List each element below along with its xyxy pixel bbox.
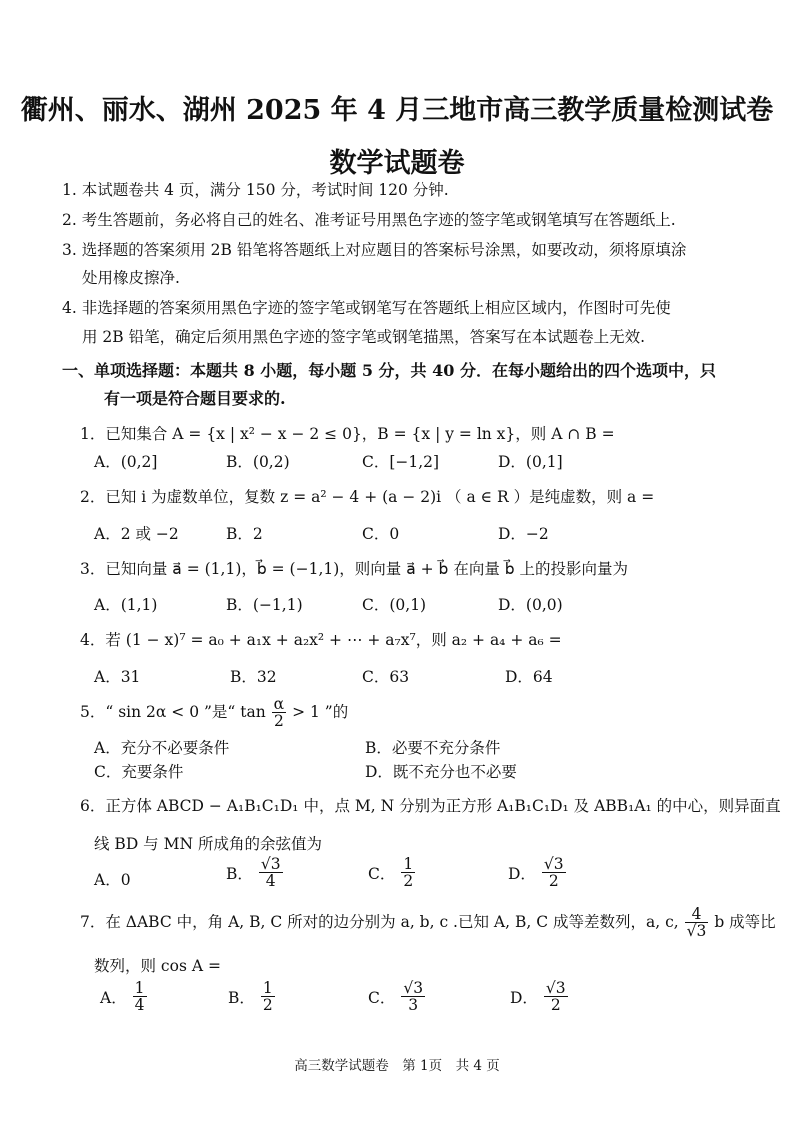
question-6-option-a: A．0: [94, 871, 131, 889]
question-2-option-c: C．0: [362, 525, 400, 543]
question-2-option-d: D．−2: [498, 525, 549, 543]
question-6-option-b: [226, 856, 284, 890]
question-7-option-c: [368, 980, 426, 1014]
question-7-fraction: [685, 906, 709, 940]
question-5-stem-end: > 1 ”的: [292, 702, 349, 721]
question-5-fraction: [272, 696, 286, 730]
option-label: C．: [368, 864, 396, 883]
note-3: 3. 选择题的答案须用 2B 铅笔将答题纸上对应题目的答案标号涂黑，如要改动，须将原填涂: [62, 241, 687, 259]
fraction-numerator: √3: [403, 979, 424, 997]
option-fraction: [401, 980, 425, 1014]
fraction-denominator: √3: [686, 922, 707, 941]
option-label: A．: [100, 988, 127, 1007]
question-7-stem-end: b 成等比: [714, 912, 776, 931]
fraction-denominator: 2: [550, 996, 561, 1015]
question-3-option-d: D．(0,0): [498, 596, 563, 614]
fraction-numerator: 1: [403, 855, 414, 873]
option-label: D．: [508, 864, 536, 883]
note-1: 1. 本试题卷共 4 页，满分 150 分，考试时间 120 分钟.: [62, 181, 449, 199]
option-label: B．: [228, 988, 255, 1007]
page-title: 衢州、丽水、湖州 2025 年 4 月三地市高三教学质量检测试卷: [20, 95, 774, 126]
fraction-denominator: 2: [262, 996, 273, 1015]
question-4-option-b: B．32: [230, 668, 277, 686]
fraction-numerator: √3: [545, 979, 566, 997]
question-5-stem-start: 5．“ sin 2α < 0 ”是“ tan: [80, 702, 266, 721]
question-5-option-a: A．充分不必要条件: [94, 739, 230, 757]
question-1-option-b: B．(0,2): [226, 453, 290, 471]
fraction-denominator: 2: [273, 712, 284, 731]
question-5-option-d: D．既不充分也不必要: [365, 763, 517, 781]
option-fraction: [259, 856, 283, 890]
option-fraction: [401, 856, 415, 890]
question-6-option-c: [368, 856, 416, 890]
question-7-stem-cont: 数列，则 cos A =: [94, 957, 221, 975]
question-4-option-d: D．64: [505, 668, 553, 686]
option-fraction: [261, 980, 275, 1014]
question-4-option-a: A．31: [94, 668, 141, 686]
fraction-numerator: √3: [260, 855, 281, 873]
option-fraction: [133, 980, 147, 1014]
fraction-denominator: 3: [408, 996, 419, 1015]
section-heading-cont: 有一项是符合题目要求的.: [104, 389, 286, 408]
fraction-denominator: 4: [265, 872, 276, 891]
question-7-option-d: [510, 980, 569, 1014]
fraction-denominator: 4: [134, 996, 145, 1015]
note-4: 4. 非选择题的答案须用黑色字迹的签字笔或钢笔写在答题纸上相应区域内，作图时可先使: [62, 299, 671, 317]
question-6-stem: 6．正方体 ABCD − A₁B₁C₁D₁ 中，点 M, N 分别为正方形 A₁B₁C₁D₁ 及 ABB₁A₁ 的中心，则异面直: [80, 797, 781, 815]
question-1-option-d: D．(0,1]: [498, 453, 563, 471]
option-fraction: [542, 856, 566, 890]
question-3-option-b: B．(−1,1): [226, 596, 303, 614]
question-5-option-b: B．必要不充分条件: [365, 739, 501, 757]
fraction-denominator: 2: [548, 872, 559, 891]
note-2: 2. 考生答题前，务必将自己的姓名、准考证号用黑色字迹的签字笔或钢笔填写在答题纸上.: [62, 211, 676, 229]
option-fraction: [544, 980, 568, 1014]
fraction-numerator: 4: [685, 906, 709, 923]
question-3-option-c: C．(0,1): [362, 596, 427, 614]
question-1-option-c: C．[−1,2]: [362, 453, 440, 471]
option-label: D．: [510, 988, 538, 1007]
question-2-option-b: B．2: [226, 525, 263, 543]
note-4-cont: 用 2B 铅笔，确定后须用黑色字迹的签字笔或钢笔描黑，答案写在本试题卷上无效.: [82, 328, 646, 346]
question-4-stem: 4．若 (1 − x)⁷ = a₀ + a₁x + a₂x² + ⋯ + a₇x⁷，则 a₂ + a₄ + a₆ =: [80, 631, 562, 649]
fraction-numerator: α: [273, 695, 285, 713]
option-label: C．: [368, 988, 396, 1007]
question-7-stem-start: 7．在 ΔABC 中，角 A, B, C 所对的边分别为 a, b, c .已知 A, B, C 成等差数列，a, c,: [80, 912, 679, 931]
question-5-stem: [80, 696, 348, 730]
question-1-option-a: A．(0,2]: [94, 453, 158, 471]
note-3-cont: 处用橡皮擦净.: [82, 269, 180, 287]
section-heading: 一、单项选择题：本题共 8 小题，每小题 5 分，共 40 分．在每小题给出的四个选项中，只: [62, 361, 716, 380]
question-7-stem: [80, 906, 776, 940]
fraction-numerator: 1: [134, 979, 145, 997]
page-footer: 高三数学试题卷 第 1页 共 4 页: [294, 1058, 500, 1074]
question-6-stem-cont: 线 BD 与 MN 所成角的余弦值为: [94, 835, 322, 853]
question-6-option-d: [508, 856, 567, 890]
page-subtitle: 数学试题卷: [329, 148, 465, 179]
question-7-option-b: [228, 980, 276, 1014]
question-5-option-c: C．充要条件: [94, 763, 184, 781]
question-2-stem: 2．已知 i 为虚数单位，复数 z = a² − 4 + (a − 2)i （ a ∈ R ）是纯虚数，则 a =: [80, 488, 655, 506]
fraction-numerator: √3: [543, 855, 564, 873]
question-3-option-a: A．(1,1): [94, 596, 158, 614]
option-label: B．: [226, 864, 253, 883]
question-2-option-a: A．2 或 −2: [94, 525, 179, 543]
question-7-option-a: [100, 980, 148, 1014]
fraction-denominator: 2: [403, 872, 414, 891]
fraction-numerator: 1: [262, 979, 273, 997]
question-4-option-c: C．63: [362, 668, 410, 686]
question-1-stem: 1．已知集合 A = {x | x² − x − 2 ≤ 0}，B = {x | y = ln x}，则 A ∩ B =: [80, 425, 615, 443]
question-3-stem: 3．已知向量 a⃗ = (1,1)，b⃗ = (−1,1)，则向量 a⃗ + b⃗ 在向量 b⃗ 上的投影向量为: [80, 560, 629, 578]
